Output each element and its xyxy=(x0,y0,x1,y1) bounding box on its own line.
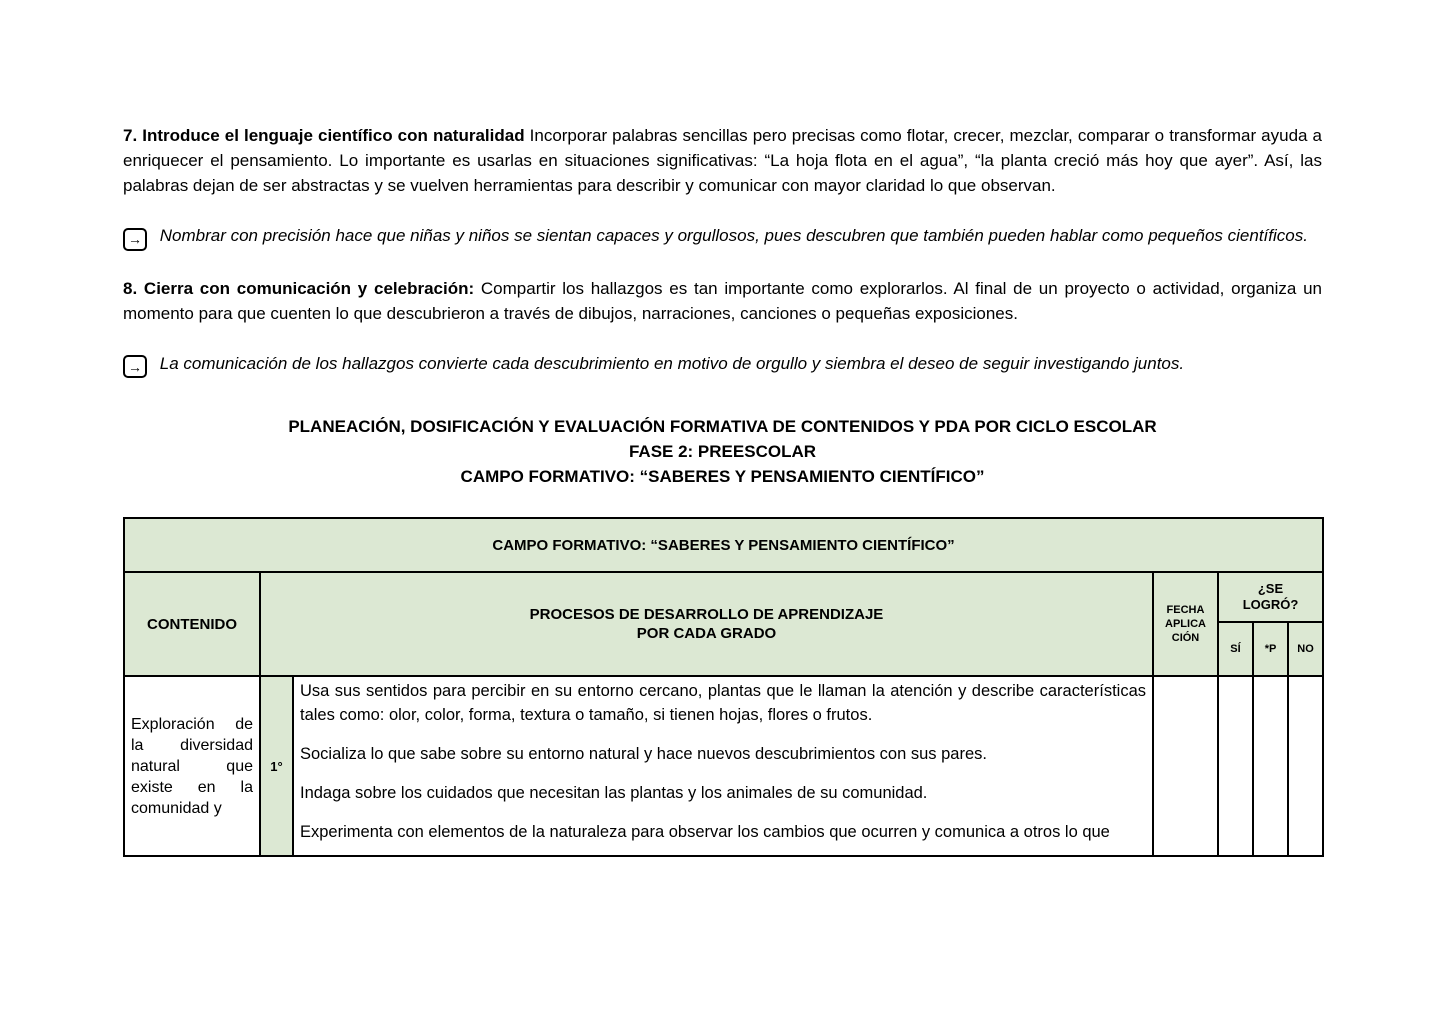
p-cell xyxy=(1253,676,1288,856)
fecha-aplicacion-cell xyxy=(1153,676,1218,856)
doc-title-line-3: CAMPO FORMATIVO: “SABERES Y PENSAMIENTO CIENTÍFICO” xyxy=(460,467,985,486)
paragraph-7-body: Incorporar palabras sencillas pero precisas como flotar, crecer, mezclar, comparar o transformar ayuda a enriquecer el pensamiento. Lo importante es usarlas en situaciones significativas: “La hoja flota en el agua”, “la planta creció más hoy que ayer”. Así, las palabras dejan de ser abstractas y se vuelven herramientas para describir y comunicar con mayor claridad lo que observan. xyxy=(123,126,1322,195)
header-fecha-aplicacion: FECHA APLICA CIÓN xyxy=(1153,572,1218,676)
table-header-row xyxy=(124,572,1323,622)
note-after-7 xyxy=(123,223,1322,251)
header-contenido: CONTENIDO xyxy=(124,572,260,676)
document-title-block xyxy=(123,414,1322,489)
contenido-cell: Exploración de la diversidad natural que existe en la comunidad y xyxy=(124,676,260,856)
table-title-row xyxy=(124,518,1323,572)
paragraph-8 xyxy=(123,276,1322,326)
paragraph-7 xyxy=(123,123,1322,198)
header-no: NO xyxy=(1288,622,1323,676)
paragraph-8-heading: 8. Cierra con comunicación y celebración: xyxy=(123,278,475,298)
table-title-cell: CAMPO FORMATIVO: “SABERES Y PENSAMIENTO CIENTÍFICO” xyxy=(124,518,1323,572)
doc-title-line-1: PLANEACIÓN, DOSIFICACIÓN Y EVALUACIÓN FORMATIVA DE CONTENIDOS Y PDA POR CICLO ESCOLAR xyxy=(288,417,1157,436)
planning-table xyxy=(123,517,1324,857)
arrow-right-icon xyxy=(123,355,147,378)
paragraph-8-body: Compartir los hallazgos es tan importante como explorarlos. Al final de un proyecto o actividad, organiza un momento para que cuenten lo que descubrieron a través de dibujos, narraciones, canciones o pequeñas exposiciones. xyxy=(123,278,1322,323)
paragraph-7-heading: 7. Introduce el lenguaje científico con naturalidad xyxy=(123,126,525,145)
header-p: *P xyxy=(1253,622,1288,676)
table-row xyxy=(124,676,1323,856)
pda-item: Experimenta con elementos de la naturaleza para observar los cambios que ocurren y comunica a otros lo que xyxy=(300,823,1110,841)
no-cell xyxy=(1288,676,1323,856)
pda-item: Socializa lo que sabe sobre su entorno natural y hace nuevos descubrimientos con sus pares. xyxy=(300,745,987,763)
arrow-right-icon xyxy=(123,228,147,251)
arrow-glyph: → xyxy=(128,358,142,375)
header-se-logro xyxy=(1218,572,1323,622)
header-procesos-line2: POR CADA GRADO xyxy=(636,625,777,642)
header-procesos-line1: PROCESOS DE DESARROLLO DE APRENDIZAJE xyxy=(529,606,884,623)
note-after-8-text: La comunicación de los hallazgos convierte cada descubrimiento en motivo de orgullo y siembra el deseo de seguir investigando juntos. xyxy=(159,353,1185,373)
grado-cell: 1° xyxy=(260,676,293,856)
note-after-8 xyxy=(123,351,1322,379)
arrow-glyph: → xyxy=(128,231,142,247)
pda-item: Usa sus sentidos para percibir en su entorno cercano, plantas que le llaman la atención y describe características tales como: olor, color, forma, textura o tamaño, si tienen hojas, flores o frutos. xyxy=(300,682,1146,724)
header-si: SÍ xyxy=(1218,622,1253,676)
pda-cell xyxy=(293,676,1153,856)
note-after-7-text: Nombrar con precisión hace que niñas y niños se sientan capaces y orgullosos, pues descubren que también pueden hablar como pequeños científicos. xyxy=(159,226,1308,245)
doc-title-line-2: FASE 2: PREESCOLAR xyxy=(628,442,817,461)
si-cell xyxy=(1218,676,1253,856)
header-procesos xyxy=(260,572,1153,676)
header-se-logro-text: ¿SE LOGRÓ? xyxy=(1242,581,1299,612)
pda-item: Indaga sobre los cuidados que necesitan las plantas y los animales de su comunidad. xyxy=(300,784,928,802)
